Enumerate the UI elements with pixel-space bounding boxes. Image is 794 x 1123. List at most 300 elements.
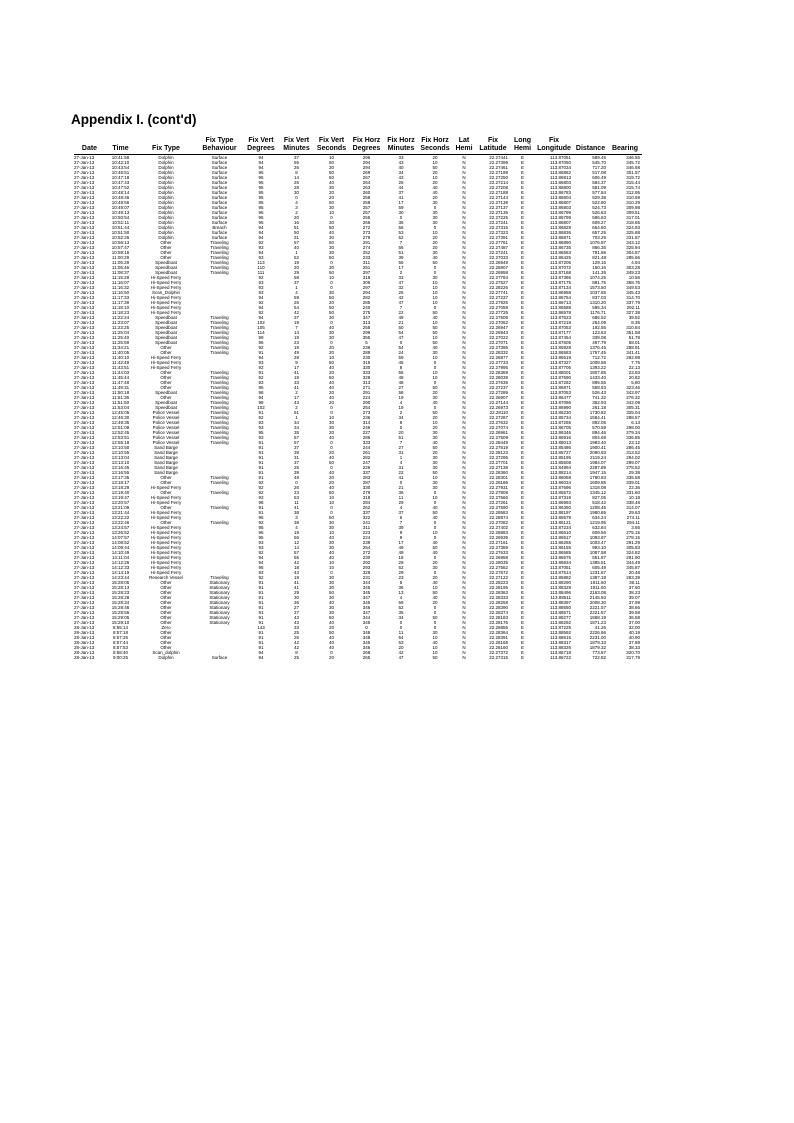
table-cell: 27-Jan-13 xyxy=(74,310,95,315)
table-cell: 4.94 xyxy=(631,260,640,265)
table-cell: 28-Jan-13 xyxy=(74,625,95,630)
table-cell: 113.86588 xyxy=(550,305,571,310)
table-cell: Surface xyxy=(211,185,228,190)
table-cell: Surface xyxy=(211,190,228,195)
table-cell: 22.27562 xyxy=(489,565,508,570)
table-cell: 27-Jan-13 xyxy=(74,450,95,455)
table-cell: Speedboat xyxy=(155,390,177,395)
table-cell: Surface xyxy=(211,160,228,165)
table-cell: 27-Jan-13 xyxy=(74,365,95,370)
table-cell: Traveling xyxy=(210,420,229,425)
table-cell: 113.86871 xyxy=(550,235,571,240)
table-cell: 95 xyxy=(258,565,264,570)
table-cell: 10 xyxy=(432,650,438,655)
table-cell: 27-Jan-13 xyxy=(74,170,95,175)
table-cell: 310.29 xyxy=(626,200,640,205)
table-cell: E xyxy=(520,630,524,635)
table-cell: 17 xyxy=(398,200,404,205)
table-cell: 343.12 xyxy=(626,240,640,245)
table-cell: 272 xyxy=(362,225,371,230)
table-cell: 113.87053 xyxy=(550,390,571,395)
table-cell: Surface xyxy=(211,220,228,225)
table-cell: 0 xyxy=(295,480,298,485)
table-cell: 275.15 xyxy=(626,530,640,535)
column-header-top: Fix Horz xyxy=(387,137,415,144)
table-cell: 22.27402 xyxy=(489,525,508,530)
column-header-top: Fix xyxy=(487,137,499,144)
table-cell: 13:10:50 xyxy=(111,445,130,450)
table-cell: N xyxy=(462,540,466,545)
table-cell: 39.58 xyxy=(628,610,640,615)
table-cell: 22.27295 xyxy=(489,455,508,460)
table-cell: 91 xyxy=(258,510,264,515)
table-cell: 22.26883 xyxy=(489,530,508,535)
table-cell: 6 xyxy=(399,515,403,520)
table-cell: 283.39 xyxy=(626,575,640,580)
table-cell: 15:28:34 xyxy=(111,600,130,605)
table-cell: 94 xyxy=(258,160,264,165)
table-cell: 40 xyxy=(328,435,334,440)
table-cell: 22.27931 xyxy=(489,485,508,490)
table-cell: E xyxy=(520,655,524,660)
fix-data-table xyxy=(74,137,642,660)
table-cell: 39.07 xyxy=(628,595,640,600)
table-cell: 22.27391 xyxy=(489,235,508,240)
table-cell: 20 xyxy=(328,195,334,200)
table-cell: 51 xyxy=(398,435,404,440)
table-cell: 1433.40 xyxy=(589,375,606,380)
table-cell: N xyxy=(462,205,466,210)
table-cell: 11:05:46 xyxy=(111,265,130,270)
table-cell: 22.26939 xyxy=(489,535,508,540)
table-cell: 324.93 xyxy=(626,225,640,230)
table-cell: N xyxy=(462,625,466,630)
table-cell: Surface xyxy=(211,205,228,210)
table-cell: 22.27590 xyxy=(489,505,508,510)
table-cell: 22.27214 xyxy=(489,180,508,185)
table-cell: 11:43:51 xyxy=(111,365,130,370)
table-cell: 50 xyxy=(328,255,334,260)
table-cell: 91 xyxy=(258,590,264,595)
table-cell: 20 xyxy=(328,390,334,395)
table-cell: 1310.20 xyxy=(589,300,606,305)
table-cell: 10 xyxy=(432,175,438,180)
table-cell: Speedboat xyxy=(155,320,177,325)
table-cell: 10 xyxy=(328,355,334,360)
table-cell: 50 xyxy=(328,630,334,635)
table-cell: E xyxy=(520,225,524,230)
table-cell: E xyxy=(520,170,524,175)
table-cell: Breach xyxy=(212,225,227,230)
table-cell: 15:28:05 xyxy=(111,580,130,585)
table-cell: 56 xyxy=(293,535,299,540)
table-cell: N xyxy=(462,640,466,645)
table-cell: 284 xyxy=(362,500,371,505)
table-cell: N xyxy=(462,400,466,405)
table-cell: 22.27208 xyxy=(489,185,508,190)
table-cell: 320.70 xyxy=(626,650,640,655)
table-cell: 22.26958 xyxy=(489,270,508,275)
table-cell: 10:41:58 xyxy=(111,155,130,160)
table-cell: N xyxy=(462,435,466,440)
table-cell: 1393.22 xyxy=(589,365,606,370)
table-cell: 22.27261 xyxy=(489,500,508,505)
table-cell: 0 xyxy=(433,225,437,230)
table-cell: 0 xyxy=(433,525,437,530)
table-cell: 26 xyxy=(398,180,404,185)
table-cell: 345 xyxy=(362,640,371,645)
table-cell: E xyxy=(520,345,524,350)
table-cell: 41 xyxy=(293,585,299,590)
table-cell: 11:22:24 xyxy=(111,315,130,320)
table-cell: 1074.25 xyxy=(589,275,606,280)
table-cell: 113.87386 xyxy=(550,275,571,280)
table-cell: 22.28195 xyxy=(489,585,508,590)
table-cell: E xyxy=(520,215,524,220)
table-cell: 345 xyxy=(362,620,371,625)
table-cell: 40 xyxy=(432,255,438,260)
table-cell: 30 xyxy=(328,330,334,335)
table-cell: 22.27701 xyxy=(489,460,508,465)
table-cell: N xyxy=(462,245,466,250)
table-cell: 0 xyxy=(433,205,437,210)
table-cell: 1037.85 xyxy=(589,290,606,295)
table-cell: 7 xyxy=(399,520,403,525)
table-cell: 92 xyxy=(258,375,264,380)
header-row-top xyxy=(74,137,642,145)
table-cell: E xyxy=(520,250,524,255)
table-cell: E xyxy=(520,495,524,500)
table-cell: 10 xyxy=(432,320,438,325)
table-cell: 11:25:40 xyxy=(111,335,130,340)
table-cell: 27-Jan-13 xyxy=(74,460,95,465)
table-cell: 95 xyxy=(258,385,264,390)
table-cell: 40 xyxy=(398,165,404,170)
table-cell: 41 xyxy=(398,195,404,200)
table-cell: 13:19:40 xyxy=(111,490,130,495)
table-cell: 0 xyxy=(433,555,437,560)
table-cell: 14 xyxy=(293,330,299,335)
table-cell: 14 xyxy=(293,175,299,180)
table-cell: E xyxy=(520,635,524,640)
table-cell: 2221.57 xyxy=(589,605,606,610)
table-cell: 13:26:52 xyxy=(111,530,130,535)
table-cell: 263 xyxy=(362,185,371,190)
table-cell: Surface xyxy=(211,215,228,220)
table-cell: 96 xyxy=(258,340,264,345)
table-cell: 13:13:10 xyxy=(111,460,130,465)
table-cell: 254 xyxy=(362,545,371,550)
table-cell: N xyxy=(462,500,466,505)
table-cell: 37.89 xyxy=(628,640,640,645)
table-cell: 29.38 xyxy=(628,470,640,475)
table-cell: 23 xyxy=(293,490,299,495)
table-cell: 36 xyxy=(398,220,404,225)
table-cell: 19 xyxy=(293,375,299,380)
table-cell: 93 xyxy=(258,290,264,295)
table-cell: 314.07 xyxy=(626,505,640,510)
table-cell: 337 xyxy=(362,510,371,515)
table-cell: 22.27761 xyxy=(489,240,508,245)
table-cell: 96 xyxy=(258,390,264,395)
table-cell: 27 xyxy=(293,610,299,615)
table-cell: 22.28160 xyxy=(489,645,508,650)
table-cell: 19 xyxy=(293,335,299,340)
table-cell: N xyxy=(462,555,466,560)
table-cell: 305.83 xyxy=(626,545,640,550)
table-cell: 113.87454 xyxy=(550,335,571,340)
table-cell: 258 xyxy=(362,325,371,330)
table-cell: Traveling xyxy=(210,400,229,405)
table-cell: 0 xyxy=(433,570,437,575)
table-cell: 50 xyxy=(432,165,438,170)
table-cell: 30 xyxy=(328,265,334,270)
table-cell: 11:25:59 xyxy=(111,340,130,345)
table-cell: 22.28449 xyxy=(489,440,508,445)
table-cell: N xyxy=(462,175,466,180)
table-cell: E xyxy=(520,380,524,385)
column-header: Minutes xyxy=(279,145,314,155)
table-cell: 93 xyxy=(258,425,264,430)
table-cell: 522.80 xyxy=(592,200,606,205)
table-cell: Traveling xyxy=(210,350,229,355)
table-cell: 40 xyxy=(328,555,334,560)
table-cell: 22.27071 xyxy=(489,340,508,345)
table-cell: 40 xyxy=(432,185,438,190)
table-cell: 30 xyxy=(432,485,438,490)
table-cell: 281.90 xyxy=(626,555,640,560)
table-cell: E xyxy=(520,500,524,505)
table-cell: E xyxy=(520,440,524,445)
table-cell: 993.10 xyxy=(592,545,606,550)
table-cell: 1231.67 xyxy=(589,570,606,575)
table-cell: 30 xyxy=(328,425,334,430)
table-cell: 20 xyxy=(432,390,438,395)
table-cell: 113.87690 xyxy=(550,375,571,380)
table-cell: 22.27137 xyxy=(489,205,508,210)
table-cell: 113.86519 xyxy=(550,355,571,360)
table-cell: 30 xyxy=(328,605,334,610)
table-cell: 657.25 xyxy=(592,230,606,235)
table-cell: Speedboat xyxy=(155,260,177,265)
table-cell: 298.00 xyxy=(626,425,640,430)
table-cell: 13:17:35 xyxy=(111,475,130,480)
table-cell: 50 xyxy=(328,270,334,275)
table-cell: 773.57 xyxy=(592,650,606,655)
table-cell: 346 xyxy=(362,605,371,610)
table-cell: 294 xyxy=(362,165,371,170)
table-cell: 113.87175 xyxy=(550,280,571,285)
table-cell: 524.73 xyxy=(592,205,606,210)
table-cell: 654.60 xyxy=(592,225,606,230)
table-cell: 325.04 xyxy=(626,410,640,415)
table-cell: 91 xyxy=(258,440,264,445)
table-cell: 20 xyxy=(398,430,404,435)
table-cell: E xyxy=(520,485,524,490)
table-cell: 22.27138 xyxy=(489,465,508,470)
table-cell: 34 xyxy=(398,415,404,420)
table-cell: 293 xyxy=(362,565,371,570)
table-cell: Surface xyxy=(211,200,228,205)
table-cell: 2287.89 xyxy=(589,465,606,470)
table-cell: 30 xyxy=(432,460,438,465)
table-cell: E xyxy=(520,155,524,160)
table-cell: Hi-Speed Ferry xyxy=(150,305,182,310)
table-cell: 11 xyxy=(294,500,299,505)
table-cell: N xyxy=(462,630,466,635)
table-cell: 10 xyxy=(328,500,334,505)
table-cell: 49 xyxy=(398,315,404,320)
table-cell: Dolphin xyxy=(158,185,174,190)
table-cell: Stationary xyxy=(209,610,230,615)
table-cell: 5 xyxy=(365,340,368,345)
table-cell: 10 xyxy=(328,495,334,500)
table-cell: 17 xyxy=(398,540,404,545)
table-cell: 113.86563 xyxy=(550,250,571,255)
table-cell: 30 xyxy=(328,585,334,590)
column-header: Hemi xyxy=(452,145,476,155)
table-cell: 50 xyxy=(432,655,438,660)
table-cell: 328 xyxy=(362,375,371,380)
table-cell: 10:51:50 xyxy=(111,230,130,235)
table-cell: N xyxy=(462,595,466,600)
table-cell: 294.11 xyxy=(626,520,640,525)
table-cell: 894.46 xyxy=(592,430,606,435)
table-cell: 93 xyxy=(258,245,264,250)
table-cell: 51.78 xyxy=(628,335,640,340)
table-cell: 18 xyxy=(293,565,299,570)
table-cell: 10:43:54 xyxy=(111,165,130,170)
table-cell: E xyxy=(520,535,524,540)
table-cell: 5.80 xyxy=(631,380,640,385)
table-cell: Hi-Speed Ferry xyxy=(150,365,182,370)
table-cell: 114 xyxy=(257,330,265,335)
table-cell: 20.82 xyxy=(628,375,640,380)
table-cell: 313.52 xyxy=(626,450,640,455)
table-cell: 632.84 xyxy=(592,525,606,530)
table-cell: E xyxy=(520,270,524,275)
table-cell: 8:57:26 xyxy=(112,635,128,640)
table-cell: 27-Jan-13 xyxy=(74,180,95,185)
table-cell: 27-Jan-13 xyxy=(74,245,95,250)
table-cell: 22.28364 xyxy=(489,630,508,635)
table-cell: 20 xyxy=(432,575,438,580)
table-cell: 113.87072 xyxy=(550,265,571,270)
table-cell: 17 xyxy=(293,395,299,400)
table-cell: N xyxy=(462,155,466,160)
table-cell: Traveling xyxy=(210,575,229,580)
table-cell: 10 xyxy=(432,635,438,640)
table-cell: 113.88290 xyxy=(550,580,571,585)
table-cell: 113.88326 xyxy=(550,645,571,650)
table-cell: 40 xyxy=(432,400,438,405)
table-cell: 10.56 xyxy=(628,275,640,280)
table-cell: 20 xyxy=(432,415,438,420)
table-cell: 27-Jan-13 xyxy=(74,195,95,200)
table-cell: 34 xyxy=(293,420,299,425)
table-cell: 95 xyxy=(258,190,264,195)
table-cell: 11:23:07 xyxy=(111,320,130,325)
table-cell: 10 xyxy=(432,370,438,375)
table-cell: 30 xyxy=(432,565,438,570)
table-cell: 192.55 xyxy=(592,325,606,330)
table-cell: 33 xyxy=(293,625,299,630)
table-cell: 1318.08 xyxy=(589,485,606,490)
table-cell: 10:51:44 xyxy=(111,225,130,230)
table-cell: 10:57:47 xyxy=(111,245,130,250)
table-cell: N xyxy=(462,440,466,445)
table-cell: N xyxy=(462,580,466,585)
table-cell: 895.55 xyxy=(592,380,606,385)
table-cell: N xyxy=(462,260,466,265)
table-cell: 19 xyxy=(398,395,404,400)
table-cell: 22.27315 xyxy=(489,225,508,230)
table-cell: 278.52 xyxy=(626,465,640,470)
table-cell: N xyxy=(462,305,466,310)
table-cell: 27-Jan-13 xyxy=(74,330,95,335)
table-cell: 10 xyxy=(432,495,438,500)
table-cell: 27-Jan-13 xyxy=(74,250,95,255)
table-cell: Stationary xyxy=(209,620,230,625)
table-cell: 22.27250 xyxy=(489,175,508,180)
table-cell: 95 xyxy=(258,515,264,520)
table-cell: 10:48:56 xyxy=(111,200,130,205)
table-cell: 50 xyxy=(432,470,438,475)
table-cell: 30 xyxy=(328,575,334,580)
table-cell: 292 xyxy=(362,560,371,565)
table-cell: 27-Jan-13 xyxy=(74,490,95,495)
table-cell: 113.86916 xyxy=(550,435,571,440)
table-cell: E xyxy=(520,545,524,550)
table-cell: 10:42:10 xyxy=(111,160,130,165)
table-cell: 12:45:05 xyxy=(111,410,130,415)
table-cell: 113.87319 xyxy=(550,495,571,500)
table-cell: 49 xyxy=(398,375,404,380)
table-cell: 27-Jan-13 xyxy=(74,265,95,270)
table-cell: 113.86993 xyxy=(550,500,571,505)
table-cell: 11:44:03 xyxy=(111,370,130,375)
table-cell: 28-Jan-13 xyxy=(74,655,95,660)
table-cell: 821.48 xyxy=(592,255,606,260)
table-cell: 20 xyxy=(432,450,438,455)
table-cell: N xyxy=(462,480,466,485)
table-cell: 39 xyxy=(398,255,404,260)
table-cell: 584.37 xyxy=(592,180,606,185)
table-cell: 40 xyxy=(328,325,334,330)
table-cell: 22.27287 xyxy=(489,415,508,420)
table-cell: 11:08:37 xyxy=(111,270,130,275)
table-cell: 14:08:52 xyxy=(111,540,130,545)
table-cell: 39 xyxy=(293,470,299,475)
table-cell: 113.87255 xyxy=(550,420,571,425)
table-cell: 11:47:48 xyxy=(111,380,130,385)
table-cell: N xyxy=(462,210,466,215)
table-cell: 20 xyxy=(328,300,334,305)
table-cell: 94 xyxy=(258,560,264,565)
table-cell: 282.98 xyxy=(626,355,640,360)
table-cell: 94 xyxy=(258,555,264,560)
table-cell: 27-Jan-13 xyxy=(74,500,95,505)
table-cell: 93 xyxy=(258,540,264,545)
table-cell: N xyxy=(462,425,466,430)
table-cell: 27-Jan-13 xyxy=(74,355,95,360)
table-cell: 95 xyxy=(258,180,264,185)
table-cell: 26 xyxy=(293,635,299,640)
table-cell: Hi-Speed Ferry xyxy=(150,355,182,360)
table-cell: 8:57:53 xyxy=(112,645,128,650)
table-cell: 1730.82 xyxy=(589,410,606,415)
table-cell: 36 xyxy=(398,585,404,590)
